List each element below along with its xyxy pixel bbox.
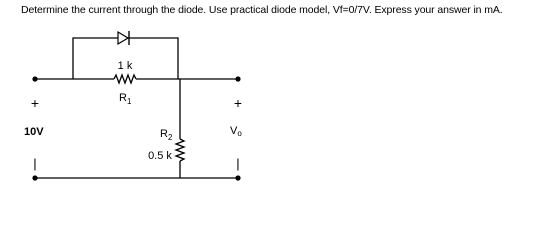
resistor-r2-icon	[176, 139, 184, 161]
terminal-bottom-left	[32, 175, 37, 180]
terminal-top-right	[235, 76, 240, 81]
source-minus: |	[33, 156, 37, 171]
output-voltage-label: Vo	[230, 125, 242, 138]
r2-name-label: $R_2$	[160, 128, 173, 142]
r2-value-label: 0.5 k	[148, 150, 172, 162]
wire-top-right	[136, 79, 180, 139]
resistor-r1-icon	[114, 75, 136, 83]
terminal-bottom-right	[235, 175, 240, 180]
r1-name-label: $R_1$	[119, 92, 132, 106]
output-plus: +	[233, 95, 243, 111]
source-plus: +	[30, 95, 40, 111]
output-minus: |	[236, 156, 240, 171]
diode-icon	[118, 31, 129, 45]
wire-diode-branch	[73, 38, 178, 79]
r1-value-label: 1 k	[117, 60, 133, 72]
source-voltage-label: 10V	[24, 126, 44, 138]
question-text: Determine the current through the diode. Use practical diode model, Vf=0/7V. Express your answer in mA.	[21, 4, 503, 16]
terminal-top-left	[32, 76, 37, 81]
